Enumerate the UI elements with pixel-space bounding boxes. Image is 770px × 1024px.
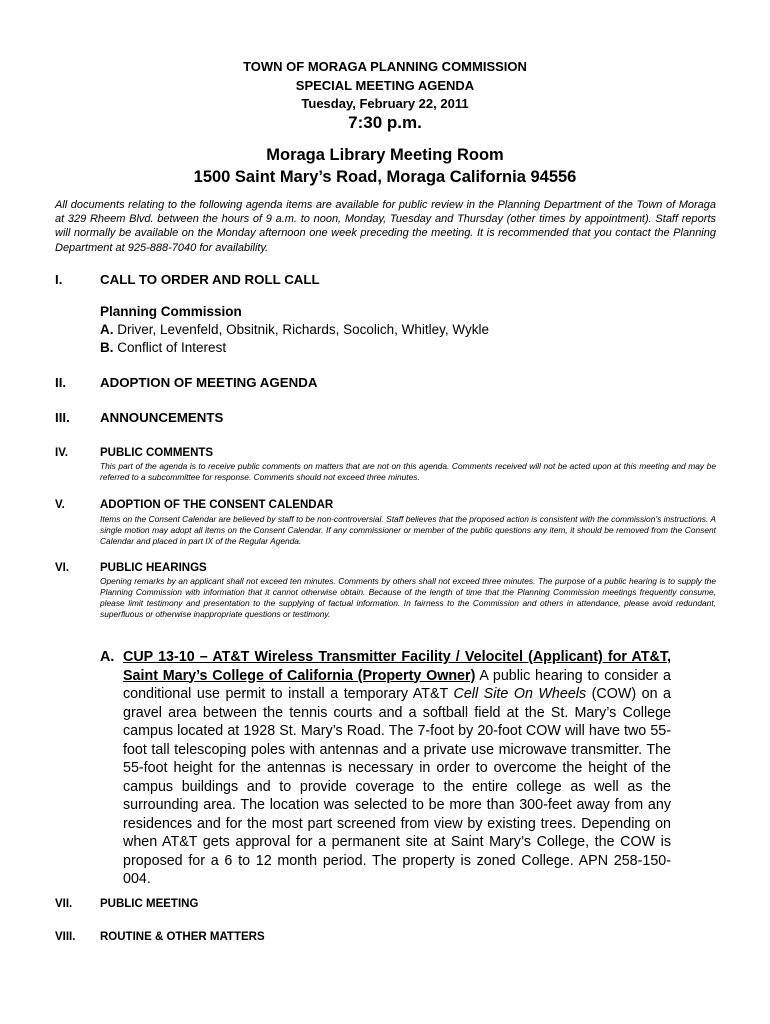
hearing-item-text (123, 648, 671, 889)
section-note: Opening remarks by an applicant shall not exceed ten minutes. Comments by others shall not exceed three minutes. The purpose of a public hearing is to supply the Planning Commission with information that it cannot otherwise obtain. Because of the length of time that the Planning Commission meetings frequently consume, please limit testimony and presentation to the supplying of factual information. In fairness to the Commission and others in attendance, please avoid redundant, superfluous or otherwise inappropriate questions or testimony. (100, 576, 716, 619)
hearing-item-heading: CUP 13-10 – AT&T Wireless Transmitter Facility / Velocitel (Applicant) for AT&T, Saint Mary’s College of California (Property Owner) (123, 649, 671, 684)
section-title: PUBLIC MEETING (100, 898, 199, 910)
cell-site-term: Cell Site On Wheels (453, 686, 587, 702)
section-note: This part of the agenda is to receive public comments on matters that are not on this agenda. Comments received will not be acted upon at this meeting and may be referred to a subcommittee for response. Comments should not exceed three minutes. (100, 461, 716, 482)
roll-call-line (100, 321, 489, 338)
section-title: ADOPTION OF THE CONSENT CALENDAR (100, 499, 334, 511)
section-number: II. (55, 375, 67, 390)
section-number: III. (55, 410, 70, 425)
header-room: Moraga Library Meeting Room (266, 146, 504, 164)
header-time: 7:30 p.m. (348, 113, 422, 132)
conflict-line (100, 339, 226, 356)
hearing-item-body-cont: (COW) on a gravel area between the tennis courts and a softball field at the St. Mary’s College campus located at 1928 St. Mary’s Road. The 7-foot by 20-foot COW will have two 55-foot tall telescoping poles with antennas and a private use microwave transmitter. The 55-foot height for the antennas is necessary in order to overcome the height of the campus buildings and to provide coverage to the entire college as well as the surrounding area. The location was selected to be more than 300-feet away from any residences and for the most part screened from view by existing trees. Depending on when AT&T gets approval for a permanent site at Saint Mary’s College, the COW is proposed for a 6 to 12 month period. The property is zoned College. APN 258-150-004. (123, 686, 671, 887)
hearing-item-a (100, 648, 671, 889)
section-number: VIII. (55, 931, 76, 943)
section-number: VI. (55, 562, 70, 574)
section-title: ROUTINE & OTHER MATTERS (100, 931, 265, 943)
section-title: PUBLIC COMMENTS (100, 447, 214, 459)
section-number: IV. (55, 447, 69, 459)
header-town: TOWN OF MORAGA PLANNING COMMISSION (243, 59, 527, 74)
intro-paragraph: All documents relating to the following agenda items are available for public review in the Planning Department of the Town of Moraga at 329 Rheem Blvd. between the hours of 9 a.m. to noon, Monday, Tuesday and Thursday (other times by appointment). Staff reports will normally be available on the Monday afternoon one week preceding the meeting. It is recommended that you contact the Planning Department at 925-888-7040 for availability. (55, 199, 716, 254)
header-address: 1500 Saint Mary’s Road, Moraga California 94556 (193, 168, 577, 186)
planning-commission-heading: Planning Commission (100, 304, 242, 319)
header-date: Tuesday, February 22, 2011 (301, 96, 469, 111)
item-label: A. (100, 649, 115, 665)
header-agenda-type: SPECIAL MEETING AGENDA (295, 78, 475, 93)
section-note: Items on the Consent Calendar are believed by staff to be non-controversial. Staff believes that the proposed action is consistent with the commission’s instructions. A single motion may adopt all items on the Consent Calendar. If any commissioner or member of the public questions any item, it should be removed from the Consent Calendar and placed in part IX of the Regular Agenda. (100, 514, 716, 546)
section-title: CALL TO ORDER AND ROLL CALL (100, 272, 320, 287)
item-label: A. (100, 322, 114, 337)
commissioner-names: Driver, Levenfeld, Obsitnik, Richards, Socolich, Whitley, Wykle (117, 322, 490, 337)
section-title: ANNOUNCEMENTS (100, 410, 224, 425)
item-label: B. (100, 340, 114, 355)
conflict-of-interest: Conflict of Interest (117, 340, 227, 355)
hearing-item-body: A public hearing to consider a conditional use permit to install a temporary AT&T (123, 667, 671, 702)
section-number: I. (55, 272, 63, 287)
section-number: V. (55, 499, 65, 511)
section-title: PUBLIC HEARINGS (100, 562, 207, 574)
section-number: VII. (55, 898, 73, 910)
section-title: ADOPTION OF MEETING AGENDA (100, 375, 318, 390)
